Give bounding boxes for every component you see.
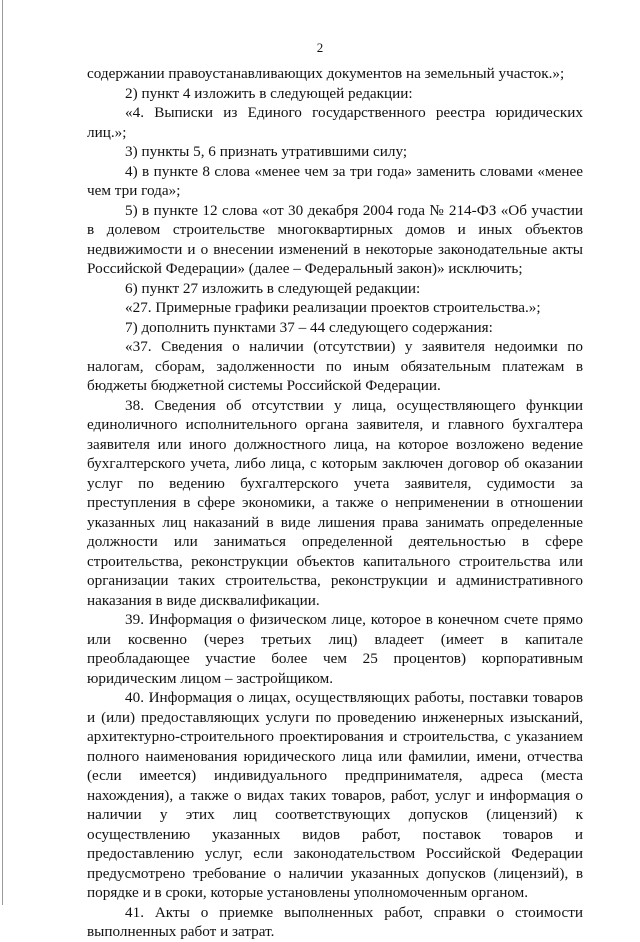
page-number: 2 [316,40,324,55]
paragraph-quote-4: «4. Выписки из Единого государственного реестра юридических лиц.»; [87,104,583,141]
paragraph-quote-27: «27. Примерные графики реализации проектов строительства.»; [125,299,541,316]
paragraph-40: 40. Информация о лицах, осуществляющих работы, поставки товаров и (или) предоставляющих услуги по проведению инженерных изысканий, архитектурно-строительного проектирования и строительства, с указанием полного наименования юридического лица или фамилии, имени, отчества (если имеется) индивидуального предпринимателя, адреса (места нахождения), а также о видах таких товаров, работ, услуг и информация о наличии у этих лиц соответствующих допусков (лицензий) к осуществлению указанных видов работ, поставок товаров и предоставлению услуг, если законодательством Российской Федерации предусмотрено требование о наличии указанных допусков (лицензий), в порядке и в сроки, которые установлены уполномоченным органом. [87,689,583,901]
paragraph-38: 38. Сведения об отсутствии у лица, осуществляющего функции единоличного исполнительного органа заявителя, и главного бухгалтера заявителя или иного должностного лица, на которое возложено ведение бухгалтерского учета, либо лица, с которым заключен договор об оказании услуг по ведению бухгалтерского учета заявителя, судимости за преступления в сфере экономики, а также о неприменении в отношении указанных лиц наказаний в виде лишения права занимать определенные должности или заниматься определенной деятельностью в сфере строительства, реконструкции объектов капитального строительства или организации таких строительства, реконструкции и административного наказания в виде дисквалификации. [87,396,583,609]
paragraph-item-2: 2) пункт 4 изложить в следующей редакции: [125,84,413,102]
document-body [87,64,583,942]
paragraph-item-4: 4) в пункте 8 слова «менее чем за три года» заменить словами «менее чем три года»; [87,162,583,199]
paragraph-quote-37: «37. Сведения о наличии (отсутствии) у заявителя недоимки по налогам, сборам, задолженности по иным обязательным платежам в бюджеты бюджетной системы Российской Федерации. [87,338,583,394]
scan-edge-line [2,0,3,905]
paragraph-41: 41. Акты о приемке выполненных работ, справки о стоимости выполненных работ и затрат. [87,903,583,940]
paragraph-continuation: содержании правоустанавливающих документов на земельный участок.»; [87,65,565,82]
paragraph-item-7: 7) дополнить пунктами 37 – 44 следующего содержания: [125,318,493,336]
paragraph-item-5: 5) в пункте 12 слова «от 30 декабря 2004 года № 214-ФЗ «Об участии в долевом строительстве многоквартирных домов и иных объектов недвижимости и о внесении изменений в некоторые законодательные акты Российской Федерации» (далее – Федеральный закон)» исключить; [87,201,583,277]
paragraph-39: 39. Информация о физическом лице, которое в конечном счете прямо или косвенно (через третьих лиц) владеет (имеет в капитале преобладающее участие более чем 25 процентов) корпоративным юридическим лицом – застройщиком. [87,611,583,687]
paragraph-item-3: 3) пункты 5, 6 признать утратившими силу; [125,143,408,160]
paragraph-item-6: 6) пункт 27 изложить в следующей редакции: [125,279,421,297]
